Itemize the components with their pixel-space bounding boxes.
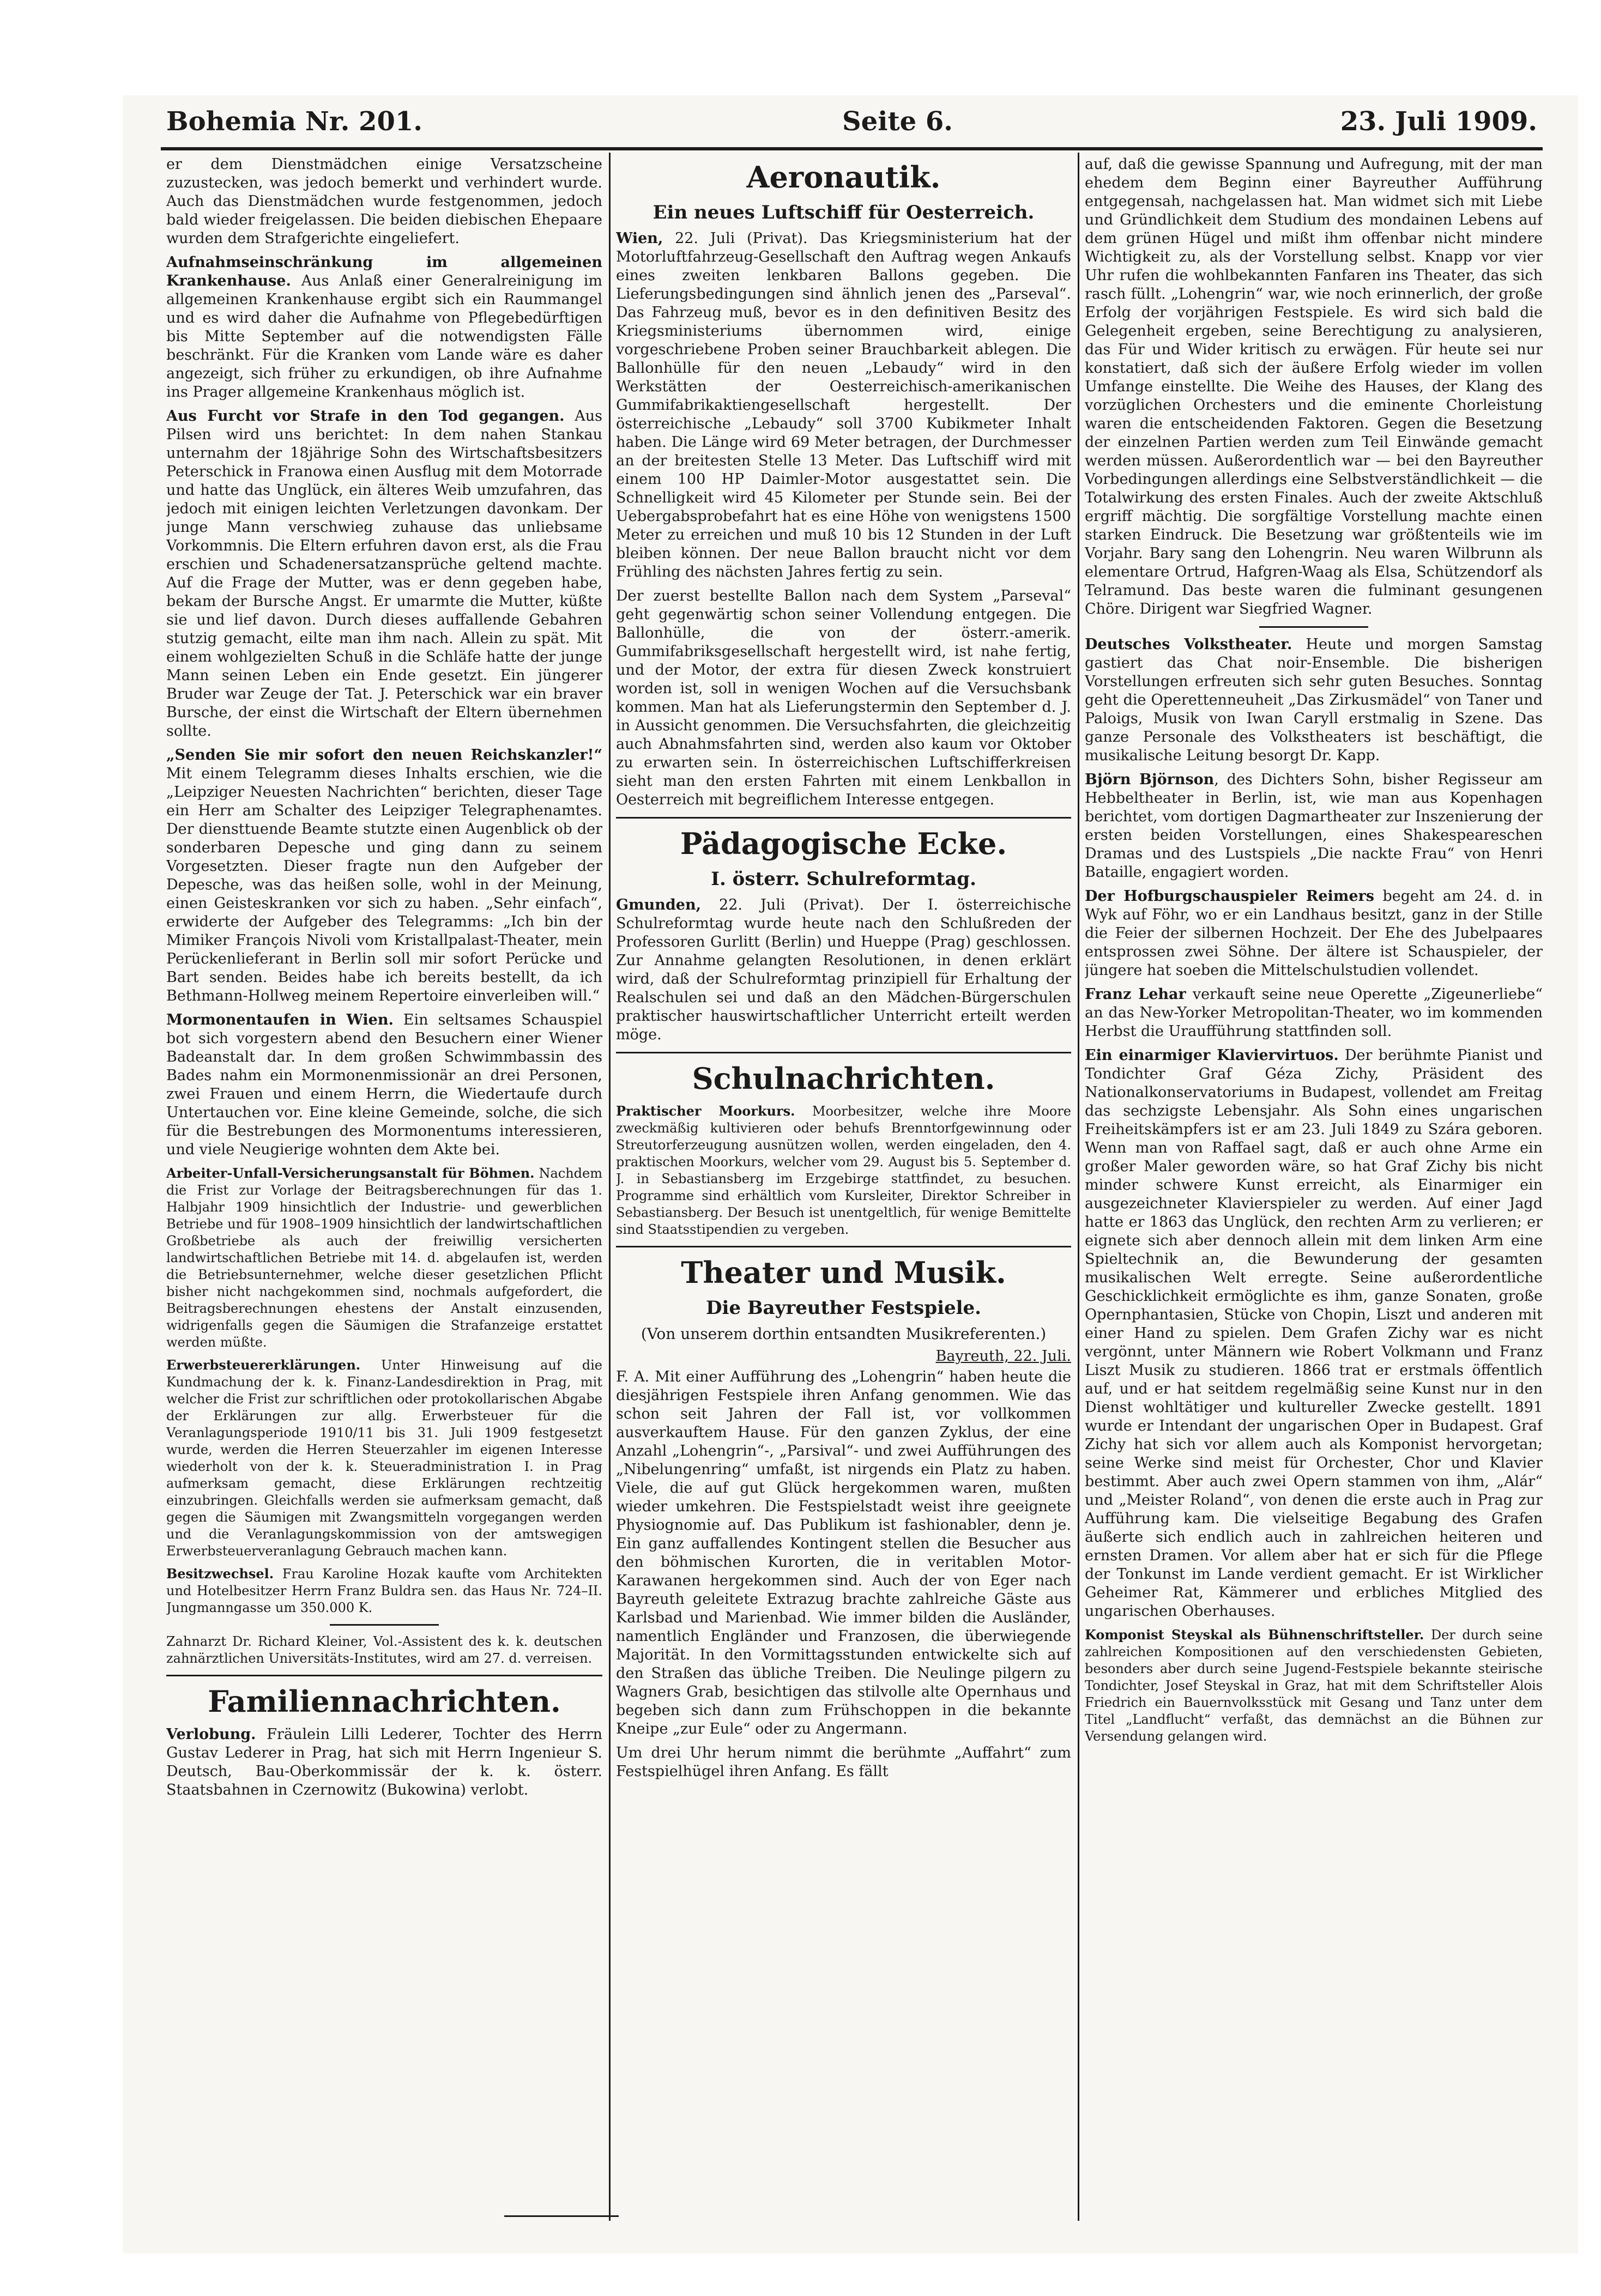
- article-dateline: Bayreuth, 22. Juli.: [935, 1348, 1071, 1365]
- column-divider: [1078, 153, 1079, 2221]
- section-rule: [616, 817, 1071, 819]
- article-paragraph: [166, 253, 602, 402]
- article-title-bayreuth: Die Bayreuther Festspiele.: [705, 1297, 982, 1319]
- masthead-page-number: Seite 6.: [842, 106, 953, 137]
- masthead-rule: [161, 147, 1543, 150]
- article-paragraph: [166, 746, 602, 1005]
- article-heading: Komponist Steyskal als Bühnenschriftsteller.: [1085, 1627, 1424, 1643]
- article-paragraph: [1085, 985, 1543, 1041]
- article-heading: Der Hofburgschauspieler Reimers: [1085, 888, 1374, 905]
- separator: [1259, 626, 1368, 628]
- article-dateline: Wien,: [616, 230, 663, 247]
- article-heading: Praktischer Moorkurs.: [616, 1103, 795, 1119]
- article-heading: Franz Lehar: [1085, 986, 1186, 1003]
- article-paragraph: [616, 896, 1071, 1044]
- article-paragraph: [166, 1011, 602, 1159]
- column-1: [166, 155, 602, 2221]
- article-body: Nachdem die Frist zur Vorlage der Beitragsberechnungen für das 1. Halbjahr 1909 hinsichtlich der Industrie- und gewerblichen Betriebe und für 1908–1909 hinsichtlich der landwirtschaftlichen Großbetriebe als auch der freiwillig versicherten landwirtschaftlichen Betriebe mit 14. d. abgelaufen ist, werden die Betriebsunternehmer, welche dieser gesetzlichen Pflicht bisher nicht nachgekommen sind, nochmals aufgefordert, die Beitragsberechnungen ehestens der Anstalt einzusenden, widrigenfalls gegen die Säumigen die Strafanzeige erstattet werden müßte.: [166, 1166, 602, 1350]
- section-title-theater-music: Theater und Musik.: [681, 1255, 1006, 1290]
- article-body: Heute und morgen Samstag gastiert das Chat noir-Ensemble. Die bisherigen Vorstellungen erfreuten sich sehr guten Besuches. Sonntag geht die Operettenneuheit „Das Zirkusmädel“ von Taner und Paloigs, Musik von Iwan Caryll erstmalig in Szene. Das ganze Personale des Volkstheaters ist beschäftigt, die musikalische Leitung besorgt Dr. Kapp.: [1085, 636, 1543, 764]
- article-title-school-reform: I. österr. Schulreformtag.: [711, 868, 976, 890]
- article-paragraph: F. A. Mit einer Aufführung des „Lohengrin“ haben heute die diesjährigen Festspiele ihren Anfang genommen. Wie das schon seit Jahren der Fall ist, vor vollkommen ausverkauftem Hause. Für den ganzen Zyklus, der eine Anzahl „Lohengrin“-, „Parsival“- und zwei Aufführungen des „Nibelungenring“ umfaßt, ist nirgends ein Platz zu haben. Viele, die auf gut Glück hergekommen waren, mußten wieder umkehren. Die Festspielstadt weist ihre geeignete Physiognomie auf. Das Publikum ist fashionabler, denn je. Ein ganz auffallendes Kontingent stellen die Besucher aus den böhmischen Kurorten, die in veritablen Motor-Karawanen hergekommen sind. Auch der von Eger nach Bayreuth geleitete Extrazug brachte zahlreiche Gäste aus Karlsbad und Marienbad. Wie immer bilden die Ausländer, namentlich Engländer und Franzosen, die überwiegende Majorität. In den Vormittagsstunden entwickelte sich auf den Straßen das übliche Treiben. Die Neulinge pilgern zu Wagners Grab, besichtigen das stilvolle alte Opernhaus und begeben sich dann zum Frühschoppen in die bekannte Kneipe „zur Eule“ oder zu Angermann.: [616, 1368, 1071, 1737]
- article-paragraph: [1085, 1046, 1543, 1621]
- article-body: des Dichters Sohn, bisher Regisseur am Hebbeltheater in Berlin, ist, wie man aus Kopenhagen berichtet, vom dortigen Dagmartheater zur Inszenierung der ersten beiden Vorstellungen, eines Shakespeareschen Dramas und des Lustspiels „Die nackte Frau“ von Henri Bataille, engagiert worden.: [1085, 771, 1543, 881]
- article-body: 22. Juli (Privat). Das Kriegsministerium hat der Motorluftfahrzeug-Gesellschaft den Auftrag wegen Ankaufs eines zweiten lenkbaren Ballons gegeben. Die Lieferungsbedingungen sind ähnlich jenen des „Parseval“. Das Fahrzeug muß, bevor es in den definitiven Besitz des Kriegsministeriums übernommen wird, einige vorgeschriebene Proben seiner Brauchbarkeit ablegen. Die Ballonhülle für den neuen „Lebaudy“ wird in den Werkstätten der Oesterreichisch-amerikanischen Gummifabrikaktiengesellschaft hergestellt. Der österreichische „Lebaudy“ soll 3700 Kubikmeter Inhalt haben. Die Länge wird 69 Meter betragen, der Durchmesser an der breitesten Stelle 13 Meter. Das Luftschiff wird mit einem 100 HP Daimler-Motor ausgestattet sein. Die Schnelligkeit wird 45 Kilometer per Stunde sein. Bei der Uebergabsprobefahrt hat es eine Höhe von wenigstens 1500 Meter zu erreichen und muß 10 bis 12 Stunden in der Luft bleiben können. Der neue Ballon braucht nicht vor dem Frühling des nächsten Jahres fertig zu sein.: [616, 230, 1071, 580]
- article-paragraph: Zahnarzt Dr. Richard Kleiner, Vol.-Assistent des k. k. deutschen zahnärztlichen Universitäts-Institutes, wird am 27. d. verreisen.: [166, 1634, 602, 1666]
- article-heading: Mormonentaufen in Wien.: [166, 1011, 394, 1028]
- article-paragraph: [1085, 1626, 1543, 1745]
- article-heading: Deutsches Volkstheater.: [1085, 636, 1292, 653]
- article-heading: Ein einarmiger Klaviervirtuos.: [1085, 1047, 1339, 1064]
- article-heading: Besitzwechsel.: [166, 1566, 274, 1582]
- article-body: begeht am 24. d. in Wyk auf Föhr, wo er ein Landhaus besitzt, ganz in der Stille die Feier der silbernen Hochzeit. Der Ehe des Jubelpaares entsprossen zwei Söhne. Der ältere ist Schauspieler, der jüngere hat soeben die Mittelschulstudien vollendet.: [1085, 888, 1543, 979]
- masthead-paper-issue: Bohemia Nr. 201.: [166, 106, 422, 137]
- article-heading: Aufnahmseinschränkung im allgemeinen Krankenhause.: [166, 254, 602, 289]
- article-title-airship: Ein neues Luftschiff für Oesterreich.: [653, 202, 1035, 223]
- article-heading: Arbeiter-Unfall-Versicherungsanstalt für Böhmen.: [166, 1165, 535, 1181]
- page-end-rule: [504, 2215, 619, 2217]
- article-body: Mit einem Telegramm dieses Inhalts erschien, wie die „Leipziger Neuesten Nachrichten“ berichten, dieser Tage ein Herr am Schalter des Leipziger Telegraphenamtes. Der diensttuende Beamte stutzte einen Augenblick ob der sonderbaren Depesche und ging dann zu seinem Vorgesetzten. Dieser fragte nun den Aufgeber der Depesche, was das heißen solle, wohl in der Meinung, einen Geisteskranken vor sich zu haben. „Sehr einfach“, erwiderte der Aufgeber des Telegramms: „Ich bin der Mimiker François Nivoli vom Kristallpalast-Theater, mein Perückenlieferant in Berlin soll mir sofort Perücke und Bart senden. Beides habe ich bereits bestellt, da ich Bethmann-Hollweg meinem Repertoire einverleiben will.“: [166, 765, 602, 1004]
- column-divider: [609, 153, 611, 2221]
- article-paragraph: Der zuerst bestellte Ballon nach dem System „Parseval“ geht gegenwärtig schon seiner Vollendung entgegen. Die Ballonhülle, die von der österr.-amerik. Gummifabriksgesellschaft hergestellt wird, ist nahe fertig, und der Motor, der extra für diesen Zweck konstruiert worden ist, soll in wenigen Wochen auf die Versuchsbank kommen. Man hat als Lieferungstermin den September d. J. in Aussicht genommen. Die Versuchsfahrten, die gleichzeitig auch Abnahmsfahrten sind, werden also kaum vor Oktober zu erwarten sein. In österreichischen Luftschifferkreisen sieht man den ersten Fahrten mit einem Lenkballon in Oesterreich mit begreiflichem Interesse entgegen.: [616, 587, 1071, 808]
- article-paragraph: [166, 407, 602, 741]
- column-2: [616, 155, 1071, 2221]
- article-paragraph: [616, 1102, 1071, 1238]
- section-title-aeronautics: Aeronautik.: [746, 160, 941, 195]
- article-body: Moorbesitzer, welche ihre Moore zweckmäßig kultivieren oder behufs Brenntorfgewinnung oder Streutorferzeugung ausnützen wollen, werden eingeladen, den 4. praktischen Moorkurs, welcher vom 29. August bis 5. September d. J. in Sebastiansberg im Erzgebirge stattfindet, zu besuchen. Programme sind erhältlich vom Kursleiter, Direktor Schreiber in Sebastiansberg. Der Besuch ist unentgeltlich, für wenige Bemittelte sind Staatsstipendien zu vergeben.: [616, 1104, 1071, 1237]
- article-heading: „Senden Sie mir sofort den neuen Reichskanzler!“: [166, 747, 602, 764]
- notices-block: [166, 1165, 602, 1667]
- article-body: Frau Karoline Hozak kaufte vom Architekten und Hotelbesitzer Herrn Franz Buldra sen. das Haus Nr. 724–II. Jungmanngasse um 350.000 K.: [166, 1566, 602, 1615]
- article-paragraph: auf, daß die gewisse Spannung und Aufregung, mit der man ehedem dem Beginn einer Bayreuther Aufführung entgegensah, nachgelassen hat. Man widmet sich mit Liebe und Gründlichkeit dem Studium des mondainen Lebens auf dem grünen Hügel und mißt ihm offenbar nicht mindere Wichtigkeit zu, als der Vorstellung selbst. Knapp vor vier Uhr rufen die wohlbekannten Fanfaren ins Theater, das sich rasch füllt. „Lohengrin“ war, wie noch erinnerlich, der große Erfolg der vorjährigen Festspiele. Es wird sich bald die Gelegenheit ergeben, seine Berechtigung zu analysieren, das Für und Wider kritisch zu erwägen. Für heute sei nur konstatiert, daß sich der äußere Erfolg wieder im vollen Umfange einstellte. Die Weihe des Hauses, der Klang des vorzüglichen Orchesters und die eminente Chorleistung waren die entscheidenden Faktoren. Gegen die Besetzung der einzelnen Partien werden zum Teil Einwände gemacht werden müssen. Außerordentlich war — bei den Bayreuther Vorbedingungen allerdings eine Selbstverständlichkeit — die Totalwirkung des ersten Finales. Auch der zweite Aktschluß ergriff mächtig. Die sorgfältige Vorstellung machte einen starken Eindruck. Die Besetzung war größtenteils wie im Vorjahr. Bary sang den Lohengrin. Neu waren Wilbrunn als elementare Ortrud, Hafgren-Waag als Elsa, Schützendorf als Telramund. Das beste waren die fulminant gesungenen Chöre. Dirigent war Siegfried Wagner.: [1085, 156, 1543, 617]
- article-paragraph: Um drei Uhr herum nimmt die berühmte „Auffahrt“ zum Festspielhügel ihren Anfang. Es fällt: [616, 1744, 1071, 1780]
- article-paragraph: [166, 1356, 602, 1560]
- newspaper-page: [123, 95, 1578, 2253]
- masthead: [166, 106, 1537, 144]
- article-body: verkauft seine neue Operette „Zigeunerliebe“ an das New-Yorker Metropolitan-Theater, wo im kommenden Herbst die Uraufführung stattfinden soll.: [1085, 986, 1543, 1040]
- article-paragraph: [1085, 887, 1543, 980]
- article-paragraph: [166, 1565, 602, 1616]
- article-paragraph: [166, 1725, 602, 1800]
- article-body: Ein seltsames Schauspiel bot sich vorgestern abend den Besuchern einer Wiener Badeanstalt dar. In dem großen Schwimmbassin des Bades nahm ein Mormonenmissionär an drei Personen, zwei Frauen und einem Herrn, die Wiedertaufe durch Untertauchen vor. Eine kleine Gemeinde, solche, die sich für die Bestrebungen des Mormonentums interessieren, und viele Neugierige wohnten dem Akte bei.: [166, 1011, 602, 1158]
- article-body: Aus Pilsen wird uns berichtet: In dem nahen Stankau unternahm der 18jährige Sohn des Wirtschaftsbesitzers Peterschick in Franowa einen Ausflug mit dem Motorrade und hatte das Unglück, ein älteres Weib umzufahren, das jedoch mit einigen leichten Verletzungen davonkam. Der junge Mann verschwieg zuhause das unliebsame Vorkommnis. Die Eltern erfuhren davon erst, als die Frau erschien und Schadenersatzansprüche geltend machte. Auf die Frage der Mutter, was er denn gegeben habe, bekam der Bursche Angst. Er umarmte die Mutter, küßte sie und lief davon. Durch dieses auffallende Gebahren stutzig gemacht, eilte man ihm nach. Allein zu spät. Mit einem wohlgezielten Schuß in die Schläfe hatte der junge Mann seinen Leben ein Ende gesetzt. Ein jüngerer Bruder war Zeuge der Tat. J. Peterschick war ein braver Bursche, der einst die Wirtschaft der Eltern übernehmen sollte.: [166, 408, 602, 740]
- article-dateline: Gmunden,: [616, 896, 701, 913]
- section-rule: [166, 1675, 602, 1676]
- separator: [330, 1624, 439, 1626]
- article-paragraph: [616, 229, 1071, 581]
- article-body: Unter Hinweisung auf die Kundmachung der k. k. Finanz-Landesdirektion in Prag, mit welcher die Frist zur schriftlichen oder protokollarischen Abgabe der Erklärungen zur allg. Erwerbsteuer für die Veranlagungsperiode 1910/11 bis 31. Juli 1909 festgesetzt wurde, werden die Herren Steuerzahler im eigenen Interesse wiederholt von der k. k. Steueradministration I. in Prag aufmerksam gemacht, diese Erklärungen rechtzeitig einzubringen. Gleichfalls werden sie aufmerksam gemacht, daß gegen die Säumigen mit Zwangsmitteln vorgegangen werden und die Veranlagungskommission von der amtswegigen Erwerbsteuerveranlagung Gebrauch machen kann.: [166, 1358, 602, 1559]
- article-body: Der durch seine zahlreichen Kompositionen auf den verschiedensten Gebieten, besonders aber durch seine Jugend-Festspiele bekannte steirische Tondichter, Josef Steyskal in Graz, hat mit dem Schriftsteller Alois Friedrich ein Bauernvolksstück mit Gesang und Tanz unter dem Titel „Landflucht“ verfaßt, das demnächst an die Bühnen zur Versendung gelangen wird.: [1085, 1627, 1543, 1744]
- article-heading: Verlobung.: [166, 1726, 256, 1743]
- article-heading: Erwerbsteuererklärungen.: [166, 1357, 361, 1373]
- section-title-family: Familiennachrichten.: [208, 1684, 561, 1719]
- article-heading: Björn Björnson: [1085, 771, 1215, 788]
- article-paragraph: er dem Dienstmädchen einige Versatzscheine zuzustecken, was jedoch bemerkt und verhindert wurde. Auch das Dienstmädchen wurde festgenommen, jedoch bald wieder freigelassen. Die beiden diebischen Ehepaare wurden dem Strafgerichte eingeliefert.: [166, 156, 602, 247]
- article-paragraph: [166, 1165, 602, 1351]
- notices-block: [1085, 1626, 1543, 1745]
- section-title-pedagogy: Pädagogische Ecke.: [680, 826, 1007, 861]
- masthead-date: 23. Juli 1909.: [1340, 106, 1537, 137]
- article-body: Der berühmte Pianist und Tondichter Graf Géza Zichy, Präsident des Nationalkonservatoriums in Budapest, vollendet am Freitag das sechzigste Lebensjahr. Als Sohn eines ungarischen Freiheitskämpfers ist er am 23. Juli 1849 zu Szára geboren. Wenn man von Raffael sagt, daß er auch ohne Arme ein großer Maler geworden wäre, so hat Graf Zichy bis nicht minder schwere Kunst erreicht, als Einarmiger ein ausgezeichneter Klavierspieler zu werden. Auf einer Jagd hatte er 1863 das Unglück, den rechten Arm zu verlieren; er eignete sich aber dennoch allein mit dem linken Arm eine Spieltechnik an, die Bewunderung der gesamten musikalischen Welt erregte. Seine außerordentliche Geschicklichkeit ermöglichte es ihm, ganze Sonaten, große Opernphantasien, Stücke von Chopin, Liszt und anderen mit einer Hand zu spielen. Dem Grafen Zichy war es nicht vergönnt, unter Männern wie Robert Volkmann und Franz Liszt Musik zu studieren. 1866 trat er erstmals öffentlich auf, und er hat seitdem regelmäßig seine Kunst nur in den Dienst wohltätiger und kultureller Zwecke gestellt. 1891 wurde er Intendant der ungarischen Oper in Budapest. Graf Zichy hat sich vor allem auch als Komponist hervorgetan; seine Werke sind meist für Orchester, Chor und Klavier bestimmt. Aber auch zwei Opern stammen von ihm, „Alár“ und „Meister Roland“, von denen die erste auch in Prag zur Aufführung kam. Die vielseitige Begabung des Grafen äußerte sich endlich auch in zahlreichen heiteren und ernsten Dramen. Vor allem aber hat er sich für die Pflege der Tonkunst im Lande verdient gemacht. Er ist Wirklicher Geheimer Rat, Kämmerer und erbliches Mitglied des ungarischen Oberhauses.: [1085, 1047, 1543, 1620]
- article-heading: Aus Furcht vor Strafe in den Tod gegangen.: [166, 408, 565, 425]
- section-rule: [616, 1052, 1071, 1053]
- column-3: [1085, 155, 1543, 2221]
- article-paragraph: [1085, 635, 1543, 765]
- notices-block: [616, 1102, 1071, 1238]
- section-rule: [616, 1246, 1071, 1247]
- article-byline: (Von unserem dorthin entsandten Musikreferenten.): [641, 1325, 1047, 1343]
- section-title-school-news: Schulnachrichten.: [692, 1061, 995, 1096]
- article-body: 22. Juli (Privat). Der I. österreichische Schulreformtag wurde heute nach den Schlußreden der Professoren Gurlitt (Berlin) und Hueppe (Prag) geschlossen. Zur Annahme gelangten Resolutionen, in denen erklärt wird, daß der Schulreformtag prinzipiell für Erhaltung der Realschulen sei und daß an den Mädchen-Bürgerschulen praktischer hauswirtschaftlicher Unterricht erteilt werden möge.: [616, 896, 1071, 1043]
- article-body: Aus Anlaß einer Generalreinigung im allgemeinen Krankenhause ergibt sich ein Raummangel und es wird daher die Aufnahme von Pflegebedürftigen bis Mitte September auf die notwendigsten Fälle beschränkt. Für die Kranken vom Lande wäre es daher angezeigt, sich früher zu erkundigen, ob ihre Aufnahme ins Prager allgemeine Krankenhaus möglich ist.: [166, 272, 602, 401]
- article-body: Fräulein Lilli Lederer, Tochter des Herrn Gustav Lederer in Prag, hat sich mit Herrn Ingenieur S. Deutsch, Bau-Oberkommissär der k. k. österr. Staatsbahnen in Czernowitz (Bukowina) verlobt.: [166, 1726, 602, 1798]
- article-paragraph: Björn Björnson, des Dichters Sohn, bisher Regisseur am Hebbeltheater in Berlin, ist, wie man aus Kopenhagen berichtet, vom dortigen Dagmartheater zur Inszenierung der ersten beiden Vorstellungen, eines Shakespeareschen Dramas und des Lustspiels „Die nackte Frau“ von Henri Bataille, engagiert worden.: [1085, 771, 1543, 881]
